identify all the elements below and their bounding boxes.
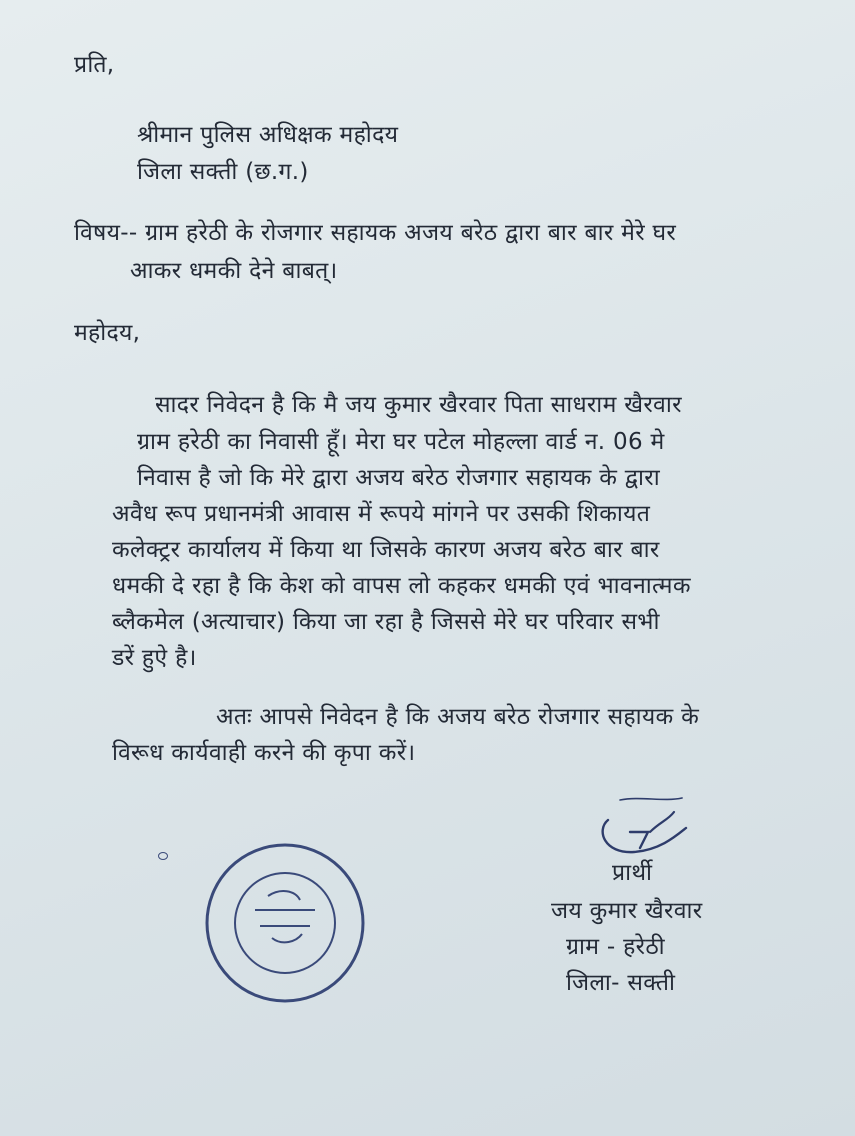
subject-line-2: आकर धमकी देने बाबत्। (130, 258, 338, 284)
body-line: डरें हुऐ है। (112, 645, 197, 671)
body-line: धमकी दे रहा है कि केश को वापस लो कहकर धमकी एवं भावनात्मक (112, 573, 691, 599)
subject-line-1: विषय-- ग्राम हरेठी के रोजगार सहायक अजय बरेठ द्वारा बार बार मेरे घर (74, 220, 677, 246)
greeting: महोदय, (74, 320, 141, 346)
body-line: ब्लैकमेल (अत्याचार) किया जा रहा है जिससे मेरे घर परिवार सभी (112, 609, 660, 635)
body-line: सादर निवेदन है कि मै जय कुमार खैरवार पिता साधराम खैरवार (155, 392, 682, 418)
sender-district: जिला- सक्ती (566, 970, 676, 996)
office-stamp (200, 838, 370, 1008)
applicant-label: प्रार्थी (612, 860, 653, 886)
addressee-line-1: श्रीमान पुलिस अधिक्षक महोदय (137, 122, 399, 148)
addressee-line-2: जिला सक्ती (छ.ग.) (137, 159, 309, 185)
body-line: अवैध रूप प्रधानमंत्री आवास में रूपये मांगने पर उसकी शिकायत (112, 501, 651, 527)
ink-dot (158, 852, 168, 860)
closing-line: विरूध कार्यवाही करने की कृपा करें। (112, 740, 416, 766)
salutation-to: प्रति, (74, 52, 115, 78)
body-line: कलेक्ट्रर कार्यालय में किया था जिसके कारण अजय बरेठ बार बार (112, 537, 660, 563)
closing-line: अतः आपसे निवेदन है कि अजय बरेठ रोजगार सहायक के (216, 704, 700, 730)
body-line: ग्राम हरेठी का निवासी हूँ। मेरा घर पटेल मोहल्ला वार्ड न. 06 मे (137, 429, 665, 455)
sender-name: जय कुमार खैरवार (551, 898, 703, 924)
body-line: निवास है जो कि मेरे द्वारा अजय बरेठ रोजगार सहायक के द्वारा (137, 465, 660, 491)
sender-village: ग्राम - हरेठी (566, 934, 665, 960)
signature-mark (590, 792, 700, 862)
